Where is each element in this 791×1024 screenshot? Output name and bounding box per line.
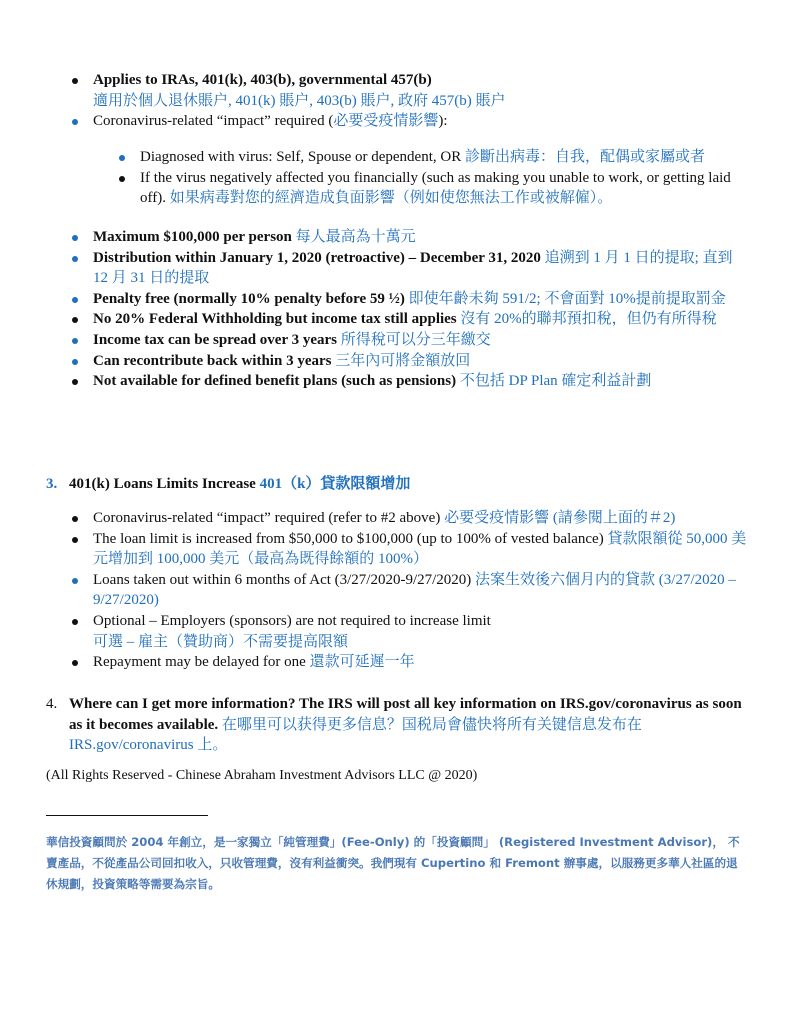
bullet-icon — [72, 516, 78, 522]
item-chinese-text: 診斷出病毒：自我，配偶或家屬或者 — [464, 149, 705, 165]
bullet-icon — [119, 176, 125, 182]
item-chinese-text: 貸款限額從 50,000 美元增加到 100,000 美元（最高為既得餘額的 100%） — [93, 530, 747, 568]
section-number: 4. — [46, 696, 58, 712]
item-text: Repayment may be delayed for one — [93, 654, 310, 671]
item-text: Diagnosed with virus: Self, Spouse or dependent, OR — [140, 149, 465, 165]
item-bold-text: Penalty free (normally 10% penalty before 59 ½) — [93, 290, 405, 307]
item-chinese-text: 可選 – 雇主（贊助商）不需要提高限額 — [93, 633, 349, 650]
item-bold-text: Can recontribute back within 3 years — [93, 352, 332, 369]
list-item — [93, 611, 748, 652]
section-4-paragraph — [46, 694, 744, 756]
section-3-list — [93, 508, 748, 673]
item-bold-text: Applies to IRAs, 401(k), 403(b), governmental 457(b) — [93, 72, 432, 88]
bullet-icon — [72, 256, 78, 262]
item-chinese-text: 必要受疫情影響 (請參閱上面的＃2) — [444, 510, 676, 526]
bullet-icon — [72, 297, 78, 303]
item-chinese-text: 所得稅可以分三年繳交 — [340, 331, 491, 348]
bullet-icon — [72, 359, 78, 365]
item-text: The loan limit is increased from $50,000 to $100,000 (up to 100% of vested balance) — [93, 530, 608, 547]
item-bold-text: No 20% Federal Withholding but income tax still applies — [93, 311, 457, 328]
bullet-icon — [72, 660, 78, 666]
bullet-icon — [72, 619, 78, 625]
list-item — [93, 330, 748, 351]
bullet-icon — [72, 235, 78, 241]
bullet-icon — [72, 537, 78, 543]
section-number: 3. — [46, 476, 58, 492]
item-text-suffix: ): — [438, 113, 448, 130]
list-item — [93, 351, 748, 372]
footer-company-description: 華信投資顧問於 2004 年創立，是一家獨立「純管理費」(Fee-Only) 的「投資顧問」 (Registered Investment Advisor)， 不賣產品，不從產品公司回扣收入，只收管理費，沒有利益衝突。我們現有 Cupertino 和 Fremont 辦事處，以服務更多華人社區的退休規劃，投資策略等需要為宗旨。 — [46, 835, 740, 891]
item-bold-text: Income tax can be spread over 3 years — [93, 331, 337, 348]
sub-bullet-list — [140, 147, 750, 209]
list-item — [93, 70, 753, 111]
item-text: Optional – Employers (sponsors) are not required to increase limit — [93, 612, 491, 629]
item-chinese-text: 每人最高為十萬元 — [295, 229, 416, 245]
section-4-chinese-text: 在哪里可以获得更多信息？国税局會儘快将所有关键信息发布在 IRS.gov/coronavirus 上。 — [69, 716, 642, 754]
item-chinese-text: 必要受疫情影響 — [333, 113, 439, 130]
list-item — [93, 371, 748, 392]
list-item — [93, 111, 753, 132]
top-bullet-list — [93, 70, 753, 132]
list-item — [93, 248, 748, 289]
item-chinese-text: 追溯到 1 月 1 日的提取; 直到 12 月 31 日的提取 — [93, 249, 733, 287]
item-text: Loans taken out within 6 months of Act (3/27/2020-9/27/2020) — [93, 571, 476, 588]
item-chinese-text: 法案生效後六個月内的貸款 (3/27/2020 – 9/27/2020) — [93, 571, 736, 609]
bullet-icon — [72, 317, 78, 323]
item-chinese-text: 三年內可將金額放回 — [335, 352, 471, 369]
item-chinese-text: 不包括 DP Plan 確定利益計劃 — [459, 373, 652, 390]
section-3-heading — [46, 474, 749, 495]
list-item — [93, 570, 748, 611]
list-item — [93, 529, 748, 570]
item-chinese-text: 還款可延遲一年 — [309, 654, 415, 671]
item-bold-text: Distribution within January 1, 2020 (retroactive) – December 31, 2020 — [93, 249, 541, 266]
list-item — [93, 309, 748, 330]
bullet-icon — [119, 155, 125, 161]
list-item — [140, 147, 750, 168]
item-text: Coronavirus-related “impact” required (refer to #2 above) — [93, 510, 445, 526]
item-chinese-text: 如果病毒對您的經濟造成負面影響（例如使您無法工作或被解僱）。 — [169, 190, 613, 207]
main-bullet-list — [93, 227, 748, 392]
bullet-icon — [72, 379, 78, 385]
item-bold-text: Maximum $100,000 per person — [93, 229, 292, 245]
section-title-chinese: 401（k）貸款限額增加 — [259, 476, 411, 492]
section-title: 401(k) Loans Limits Increase — [69, 476, 256, 492]
bullet-icon — [72, 578, 78, 584]
item-bold-text: Not available for defined benefit plans (such as pensions) — [93, 373, 457, 390]
bullet-icon — [72, 338, 78, 344]
section-4-bold-text: Where can I get more information? The IRS will post all key information on IRS.gov/coronavirus as soon as it becomes available. — [69, 696, 742, 733]
item-chinese-text: 即使年齡未夠 591/2; 不會面對 10%提前提取罰金 — [408, 290, 726, 307]
list-item — [93, 652, 748, 673]
copyright-notice: (All Rights Reserved - Chinese Abraham Investment Advisors LLC @ 2020) — [46, 768, 478, 783]
item-chinese-text: 沒有 20%的聯邦預扣稅，但仍有所得稅 — [460, 311, 717, 328]
footnote-divider — [46, 815, 208, 816]
list-item — [93, 508, 748, 529]
list-item — [93, 227, 748, 248]
list-item — [93, 289, 748, 310]
bullet-icon — [72, 78, 78, 84]
item-chinese-text: 適用於個人退休賬户, 401(k) 賬户, 403(b) 賬户, 政府 457(b) 賬户 — [93, 92, 506, 109]
item-text: If the virus negatively affected you financially (such as making you unable to work, or getting laid off). — [140, 169, 731, 207]
list-item — [140, 168, 750, 209]
item-text: Coronavirus-related “impact” required ( — [93, 113, 334, 130]
bullet-icon — [72, 119, 78, 125]
